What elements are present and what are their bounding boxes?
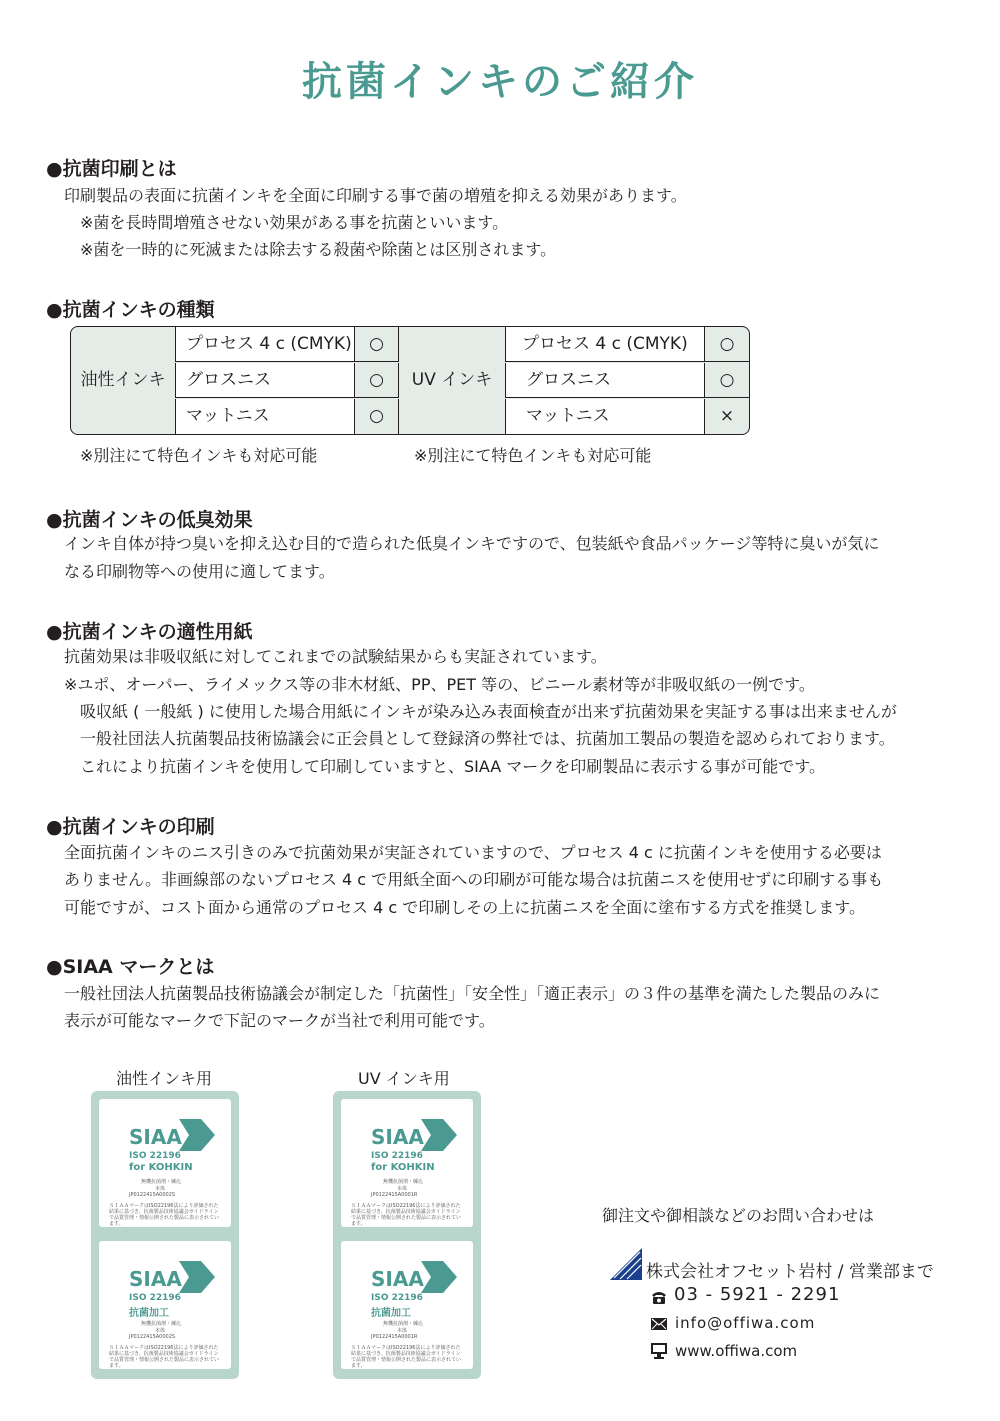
computer-icon: [651, 1343, 667, 1359]
siaa-logo-text: SIAA: [371, 1267, 424, 1291]
paper-line-1: 抗菌効果は非吸収紙に対してこれまでの試験結果からも実証されています。: [64, 647, 607, 666]
oil-row-mark: ○: [355, 399, 399, 434]
mark-part: 本体: [155, 1186, 166, 1192]
email-icon: [651, 1318, 667, 1330]
printing-line-1: 印刷製品の表面に抗菌インキを全面に印刷する事で菌の増殖を抑える効果があります。: [64, 186, 687, 205]
uv-row-name: プロセス 4 c (CMYK): [505, 327, 705, 362]
mark-detail: 無機抗菌剤・練込: [383, 1321, 424, 1327]
mark-sub-label: for KOHKIN: [129, 1162, 193, 1173]
uv-mark-caption: UV インキ用: [358, 1069, 450, 1088]
page-title: 抗菌インキのご紹介: [302, 59, 698, 105]
mark-code: JP0122415A0002S: [129, 1334, 176, 1340]
siaa-line-1: 一般社団法人抗菌製品技術協議会が制定した「抗菌性」「安全性」「適正表示」の３件の基準を満たした製品のみに: [64, 984, 881, 1003]
printing-note-2: ※菌を一時的に死滅または除去する殺菌や除菌とは区別されます。: [80, 240, 557, 259]
uv-row-mark: ○: [705, 327, 749, 362]
heading-siaa-mark: ●SIAA マークとは: [46, 956, 215, 978]
paper-line-2: ※ユポ、オーパー、ライメックス等の非木材紙、PP、PET 等の、ビニール素材等が非吸収紙の一例です。: [64, 675, 815, 694]
odor-line-1: インキ自体が持つ臭いを抑え込む目的で造られた低臭インキですので、包装紙や食品パッケージ等特に臭いが気に: [64, 534, 880, 553]
uv-row-mark: ○: [705, 363, 749, 398]
mark-part: 本体: [397, 1328, 408, 1334]
odor-line-2: なる印刷物等への使用に適してます。: [64, 562, 335, 581]
mark-part: 本体: [397, 1186, 408, 1192]
company-logo-icon: [610, 1248, 642, 1280]
mark-fine-print: ＳＩＡＡマークはISO22196法により評価された結果に基づき、抗菌製品技術協議会ガイドラインで品質管理・情報公開された製品に表示されています。: [351, 1203, 462, 1227]
mark-detail: 無機抗菌剤・練込: [141, 1179, 182, 1185]
siaa-mark-card: [99, 1241, 231, 1369]
email-address[interactable]: info@offiwa.com: [675, 1314, 816, 1332]
mark-fine-print: ＳＩＡＡマークはISO22196法により評価された結果に基づき、抗菌製品技術協議会ガイドラインで品質管理・情報公開された製品に表示されています。: [109, 1345, 220, 1369]
siaa-logo-text: SIAA: [371, 1125, 424, 1149]
printing-note-1: ※菌を長時間増殖させない効果がある事を抗菌といいます。: [80, 213, 509, 232]
uv-ink-label: UV インキ: [411, 370, 493, 390]
uv-row-name: グロスニス: [505, 363, 705, 398]
heading-ink-types: ●抗菌インキの種類: [46, 299, 215, 321]
heading-ink-printing: ●抗菌インキの印刷: [46, 816, 215, 838]
print-line-1: 全面抗菌インキのニス引きのみで抗菌効果が実証されていますので、プロセス 4 c に抗菌インキを使用する必要は: [64, 843, 882, 862]
mark-code: JP0122415A0001R: [371, 1334, 418, 1340]
uv-row-name: マットニス: [505, 399, 705, 434]
mark-code: JP0122415A0002S: [129, 1192, 176, 1198]
oil-row-name: グロスニス: [175, 363, 355, 398]
iso-label: ISO 22196: [129, 1151, 181, 1161]
oil-siaa-marks: [91, 1091, 239, 1379]
paper-line-3: 吸収紙 ( 一般紙 ) に使用した場合用紙にインキが染み込み表面検査が出来ず抗菌効果を実証する事は出来ませんが: [80, 702, 897, 721]
heading-suitable-paper: ●抗菌インキの適性用紙: [46, 621, 253, 643]
siaa-arrow-icon: [179, 1261, 215, 1293]
oil-row-mark: ○: [355, 363, 399, 398]
mark-code: JP0122415A0001R: [371, 1192, 418, 1198]
siaa-arrow-icon: [179, 1119, 215, 1151]
mark-fine-print: ＳＩＡＡマークはISO22196法により評価された結果に基づき、抗菌製品技術協議会ガイドラインで品質管理・情報公開された製品に表示されています。: [351, 1345, 462, 1369]
phone-number[interactable]: 03 - 5921 - 2291: [674, 1284, 841, 1305]
ink-types-table: [70, 326, 750, 435]
oil-row-mark: ○: [355, 327, 399, 362]
paper-line-4: 一般社団法人抗菌製品技術協議会に正会員として登録済の弊社では、抗菌加工製品の製造を認められております。: [80, 729, 895, 748]
mark-detail: 無機抗菌剤・練込: [141, 1321, 182, 1327]
mark-sub-label: for KOHKIN: [371, 1162, 435, 1173]
oil-row-name: プロセス 4 c (CMYK): [175, 327, 355, 362]
uv-siaa-marks: [333, 1091, 481, 1379]
mark-sub-label: 抗菌加工: [129, 1308, 169, 1319]
heading-low-odor: ●抗菌インキの低臭効果: [46, 509, 253, 531]
oil-ink-label: 油性インキ: [80, 370, 166, 390]
mark-detail: 無機抗菌剤・練込: [383, 1179, 424, 1185]
phone-icon: [650, 1289, 668, 1305]
siaa-logo-text: SIAA: [129, 1267, 182, 1291]
siaa-line-2: 表示が可能なマークで下記のマークが当社で利用可能です。: [64, 1011, 495, 1030]
website-url[interactable]: www.offiwa.com: [675, 1342, 798, 1360]
mark-sub-label: 抗菌加工: [371, 1308, 411, 1319]
oil-row-name: マットニス: [175, 399, 355, 434]
siaa-mark-card: [99, 1099, 231, 1227]
print-line-2: ありません。非画線部のないプロセス 4 c で用紙全面への印刷が可能な場合は抗菌ニスを使用せずに印刷する事も: [64, 870, 884, 889]
iso-label: ISO 22196: [371, 1293, 423, 1303]
contact-intro: 御注文や御相談などのお問い合わせは: [602, 1206, 875, 1225]
oil-mark-caption: 油性インキ用: [116, 1069, 213, 1088]
iso-label: ISO 22196: [371, 1151, 423, 1161]
siaa-logo-text: SIAA: [129, 1125, 182, 1149]
uv-row-mark: ×: [719, 406, 735, 426]
iso-label: ISO 22196: [129, 1293, 181, 1303]
oil-ink-note: ※別注にて特色インキも対応可能: [80, 446, 318, 465]
print-line-3: 可能ですが、コスト面から通常のプロセス 4 c で印刷しその上に抗菌ニスを全面に塗布する方式を推奨します。: [64, 898, 865, 917]
siaa-arrow-icon: [421, 1261, 457, 1293]
siaa-arrow-icon: [421, 1119, 457, 1151]
uv-ink-note: ※別注にて特色インキも対応可能: [414, 446, 652, 465]
company-name: 株式会社オフセット岩村 / 営業部まで: [646, 1262, 934, 1282]
siaa-mark-card: [341, 1241, 473, 1369]
mark-fine-print: ＳＩＡＡマークはISO22196法により評価された結果に基づき、抗菌製品技術協議会ガイドラインで品質管理・情報公開された製品に表示されています。: [109, 1203, 220, 1227]
paper-line-5: これにより抗菌インキを使用して印刷していますと、SIAA マークを印刷製品に表示する事が可能です。: [80, 757, 826, 776]
heading-antibacterial-printing: ●抗菌印刷とは: [46, 158, 177, 180]
siaa-mark-card: [341, 1099, 473, 1227]
mark-part: 本体: [155, 1328, 166, 1334]
